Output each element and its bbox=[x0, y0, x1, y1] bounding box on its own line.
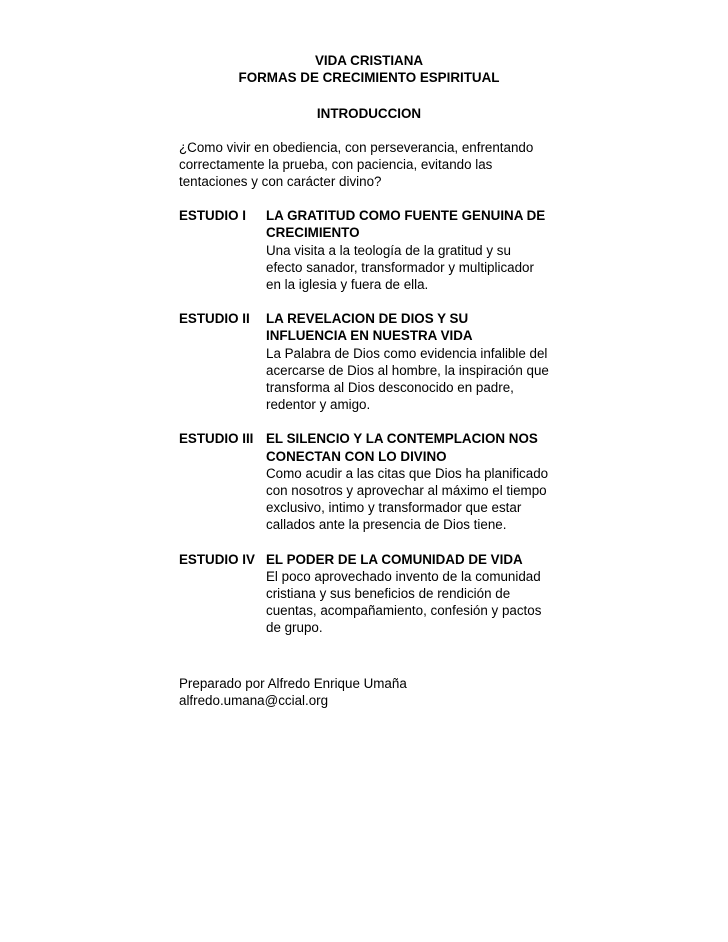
study-body bbox=[266, 207, 551, 293]
study-body bbox=[266, 430, 551, 533]
study-label: ESTUDIO III bbox=[179, 431, 254, 447]
study-body bbox=[266, 310, 551, 413]
study-title: LA GRATITUD COMO FUENTE GENUINA DE CRECIMIENTO bbox=[266, 208, 546, 241]
document-title: VIDA CRISTIANA bbox=[314, 53, 424, 68]
author-email: alfredo.umana@ccial.org bbox=[179, 692, 329, 708]
document-subtitle: FORMAS DE CRECIMIENTO ESPIRITUAL bbox=[238, 70, 500, 86]
intro-heading: INTRODUCCION bbox=[316, 106, 422, 122]
study-label: ESTUDIO IV bbox=[179, 551, 255, 567]
study-item bbox=[179, 207, 559, 293]
intro-paragraph: ¿Como vivir en obediencia, con perseverancia, enfrentando correctamente la prueba, con paciencia, evitando las tentaciones y con carácter divino? bbox=[179, 139, 534, 190]
study-item bbox=[179, 551, 559, 637]
study-description: El poco aprovechado invento de la comunidad cristiana y sus beneficios de rendición de cuentas, acompañamiento, confesión y pactos de grupo. bbox=[266, 568, 542, 636]
study-item bbox=[179, 430, 559, 533]
study-label: ESTUDIO II bbox=[179, 311, 250, 327]
study-description: La Palabra de Dios como evidencia infalible del acercarse de Dios al hombre, la inspiración que transforma al Dios desconocido en padre, redentor y amigo. bbox=[266, 345, 549, 413]
studies-list bbox=[179, 207, 559, 636]
study-description: Como acudir a las citas que Dios ha planificado con nosotros y aprovechar al máximo el tiempo exclusivo, intimo y transformador que estar callados ante la presencia de Dios tiene. bbox=[266, 465, 549, 533]
study-title: EL SILENCIO Y LA CONTEMPLACION NOS CONECTAN CON LO DIVINO bbox=[266, 431, 538, 464]
document-page bbox=[179, 52, 559, 709]
study-title: LA REVELACION DE DIOS Y SU INFLUENCIA EN NUESTRA VIDA bbox=[266, 311, 473, 344]
author-line: Preparado por Alfredo Enrique Umaña bbox=[179, 675, 407, 691]
footer bbox=[179, 675, 559, 709]
study-item bbox=[179, 310, 559, 413]
study-title: EL PODER DE LA COMUNIDAD DE VIDA bbox=[266, 551, 523, 567]
study-description: Una visita a la teología de la gratitud y su efecto sanador, transformador y multiplicador en la iglesia y fuera de ella. bbox=[266, 242, 534, 293]
study-body bbox=[266, 551, 551, 637]
study-label: ESTUDIO I bbox=[179, 208, 246, 224]
